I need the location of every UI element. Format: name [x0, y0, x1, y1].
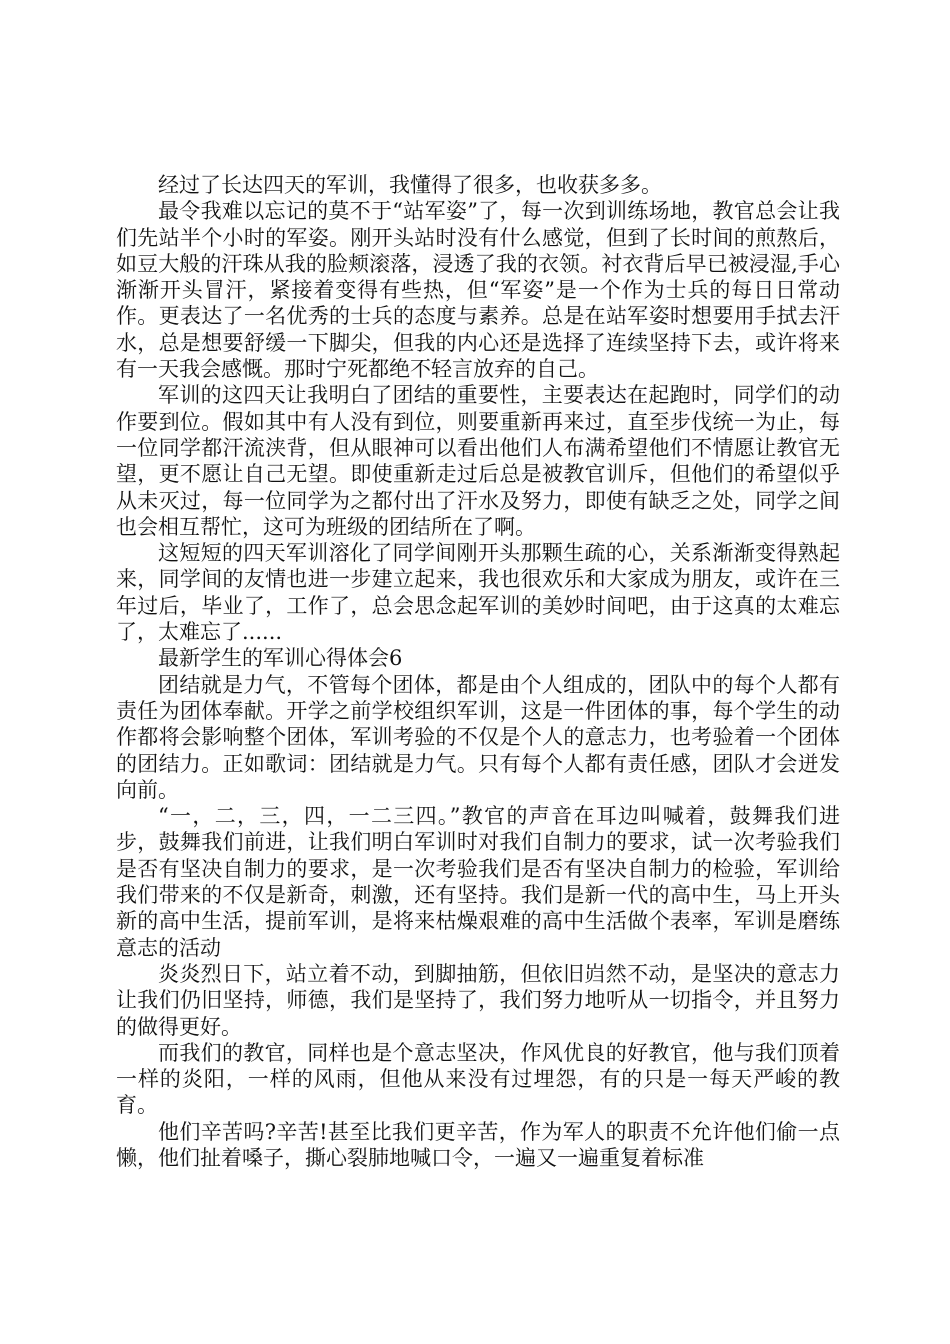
paragraph-5: 团结就是力气，不管每个团体，都是由个人组成的，团队中的每个人都有责任为团体奉献。开学之前学校组织军训，这是一件团体的事，每个学生的动作都将会影响整个团体，军训考验的不仅是个人的意志力，也考验着一个团体的团结力。正如歌词：团结就是力气。只有每个人都有责任感，团队才会迸发向前。	[116, 672, 840, 802]
section-heading: 最新学生的军训心得体会6	[158, 646, 403, 671]
paragraph-3: 军训的这四天让我明白了团结的重要性，主要表达在起跑时，同学们的动作要到位。假如其中有人没有到位，则要重新再来过，直至步伐统一为止，每一位同学都汗流浃背，但从眼神可以看出他们人布满希望他们不情愿让教官无望，更不愿让自己无望。即使重新走过后总是被教官训斥，但他们的希望似乎从未灭过，每一位同学为之都付出了汗水及努力，即使有缺乏之处，同学之间也会相互帮忙，这可为班级的团结所在了啊。	[116, 383, 840, 539]
paragraph-2: 最令我难以忘记的莫不于“站军姿”了，每一次到训练场地，教官总会让我们先站半个小时的军姿。刚开头站时没有什么感觉，但到了长时间的煎熬后，如豆大般的汗珠从我的脸颊滚落，浸透了我的衣领。衬衣背后早已被浸湿,手心渐渐开头冒汗，紧接着变得有些热，但“军姿”是一个作为士兵的每日日常动作。更表达了一名优秀的士兵的态度与素养。总是在站军姿时想要用手拭去汗水，总是想要舒缓一下脚尖，但我的内心还是选择了连续坚持下去，或许将来有一天我会感慨。那时宁死都绝不轻言放弃的自己。	[116, 199, 840, 382]
paragraph-7: 炎炎烈日下，站立着不动，到脚抽筋，但依旧岿然不动，是坚决的意志力让我们仍旧坚持，师德，我们是坚持了，我们努力地听从一切指令，并且努力的做得更好。	[116, 961, 840, 1039]
document-body	[116, 172, 840, 1171]
paragraph-9: 他们辛苦吗?辛苦!甚至比我们更辛苦，作为军人的职责不允许他们偷一点懒，他们扯着嗓子，撕心裂肺地喊口令，一遍又一遍重复着标准	[116, 1119, 840, 1170]
paragraph-1: 经过了长达四天的军训，我懂得了很多，也收获多多。	[158, 173, 662, 197]
paragraph-6: “一，二，三，四，一二三四。”教官的声音在耳边叫喊着，鼓舞我们进步，鼓舞我们前进，让我们明白军训时对我们自制力的要求，试一次考验我们是否有坚决自制力的要求，是一次考验我们是否有坚决自制力的检验，军训给我们带来的不仅是新奇，刺激，还有坚持。我们是新一代的高中生，马上开头新的高中生活，提前军训，是将来枯燥艰难的高中生活做个表率，军训是磨练意志的活动	[116, 804, 840, 960]
paragraph-4: 这短短的四天军训溶化了同学间刚开头那颗生疏的心，关系渐渐变得熟起来，同学间的友情也进一步建立起来，我也很欢乐和大家成为朋友，或许在三年过后，毕业了，工作了，总会思念起军训的美妙时间吧，由于这真的太难忘了，太难忘了......	[116, 541, 840, 645]
paragraph-8: 而我们的教官，同样也是个意志坚决，作风优良的好教官，他与我们顶着一样的炎阳，一样的风雨，但他从来没有过埋怨，有的只是一每天严峻的教育。	[116, 1040, 840, 1118]
